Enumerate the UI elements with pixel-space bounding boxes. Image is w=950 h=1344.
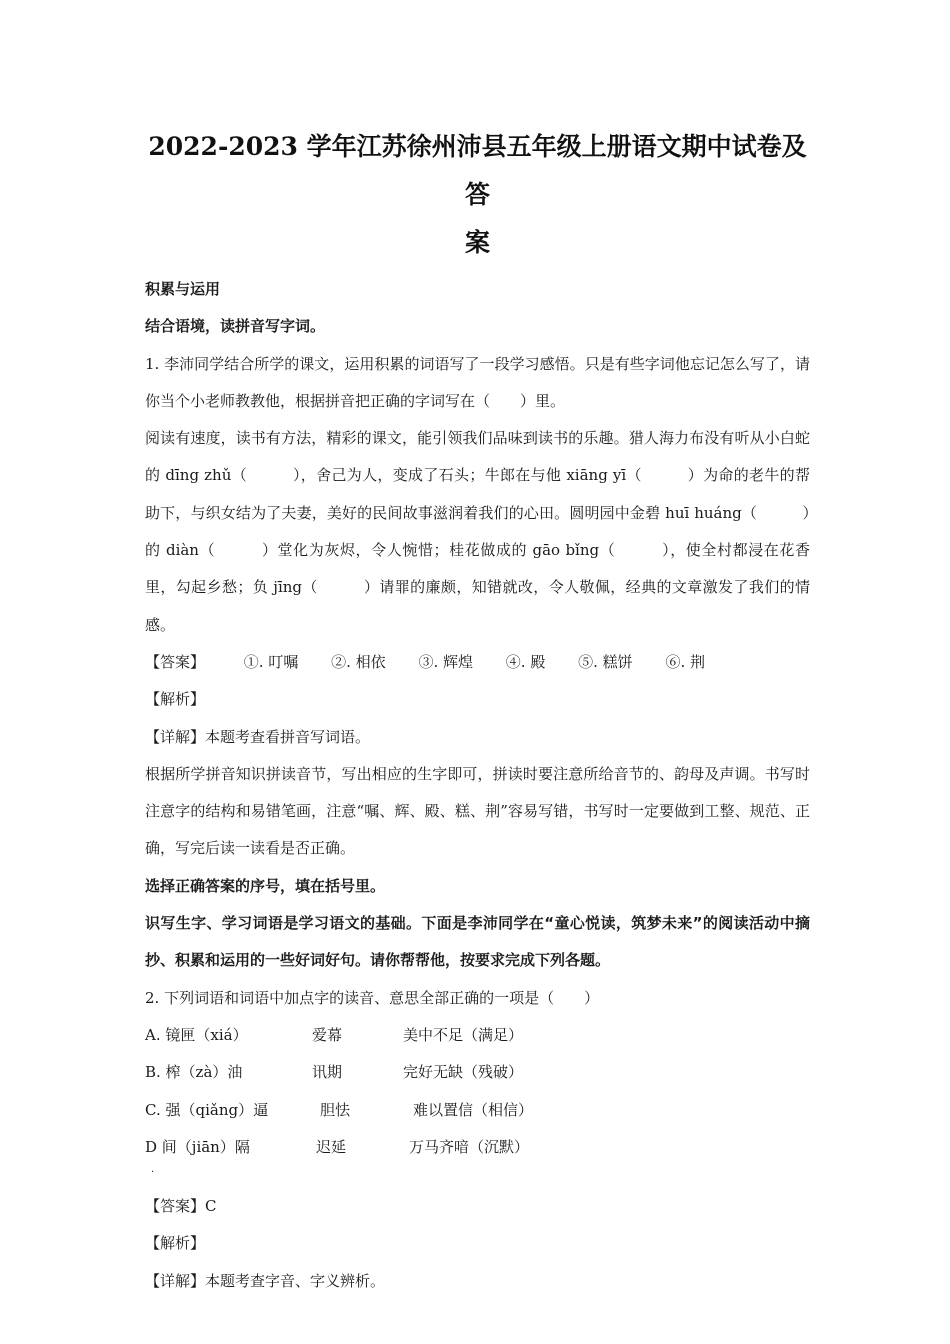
- question-1-analysis-tag: 【解析】: [145, 690, 206, 709]
- question-2-detail: 【详解】本题考查字音、字义辨析。: [145, 1271, 386, 1290]
- option-d-word-3: 万马齐喑（沉默）: [409, 1137, 530, 1156]
- option-c-word-1: C. 强（qiǎng）逼: [145, 1100, 269, 1119]
- option-c-word-2: 胆怯: [320, 1100, 351, 1119]
- section-heading-choice: 选择正确答案的序号，填在括号里。: [145, 876, 386, 895]
- option-c-word-3: 难以置信（相信）: [413, 1100, 534, 1119]
- document-page: [145, 0, 810, 1300]
- section-heading-accumulation: 积累与运用: [145, 280, 221, 298]
- option-b-word-1: B. 榨（zà）油: [145, 1063, 243, 1082]
- option-a-word-3: 美中不足（满足）: [403, 1025, 524, 1044]
- question-2-analysis-tag: 【解析】: [145, 1234, 206, 1253]
- option-b: [145, 1054, 810, 1091]
- answer-item: ④. 殿: [505, 652, 546, 671]
- question-1-answers: [145, 644, 810, 681]
- answer-item: ⑤. 糕饼: [578, 652, 633, 671]
- option-a-word-2: 爱幕: [312, 1025, 343, 1044]
- title-line-1: 2022-2023 学年江苏徐州沛县五年级上册语文期中试卷及答: [148, 132, 807, 209]
- section-2-intro: 识写生字、学习词语是学习语文的基础。下面是李沛同学在“童心悦读，筑梦未来”的阅读活动中摘抄、积累和运用的一些好词好句。请你帮帮他，按要求完成下列各题。: [145, 914, 810, 970]
- title-line-2: 案: [464, 228, 490, 257]
- question-1-explanation: 根据所学拼音知识拼读音节，写出相应的生字即可，拼读时要注意所给音节的、韵母及声调。书写时注意字的结构和易错笔画，注意“嘱、辉、殿、糕、荆”容易写错，书写时一定要做到工整、规范、正确，写完后读一读看是否正确。: [145, 764, 810, 858]
- stray-dot: ·: [151, 1167, 155, 1179]
- option-a: [145, 1017, 810, 1054]
- question-1-stem: 1. 李沛同学结合所学的课文，运用积累的词语写了一段学习感悟。只是有些字词他忘记怎么写了，请你当个小老师教教他，根据拼音把正确的字词写在（ ）里。: [145, 354, 810, 410]
- answer-item: ②. 相依: [331, 652, 386, 671]
- option-b-word-3: 完好无缺（残破）: [403, 1063, 524, 1082]
- document-title: [145, 123, 810, 267]
- answer-item: ③. 辉煌: [418, 652, 473, 671]
- answer-item: ①. 叮嘱: [243, 652, 299, 671]
- section-subheading-pinyin: 结合语境，读拼音写字词。: [145, 317, 326, 336]
- option-d: [145, 1129, 810, 1166]
- question-2-stem: 2. 下列词语和词语中加点字的读音、意思全部正确的一项是（ ）: [145, 988, 600, 1007]
- answer-tag: 【答案】: [145, 652, 206, 671]
- option-c: [145, 1092, 810, 1129]
- question-1-detail: 【详解】本题考查看拼音写词语。: [145, 727, 371, 746]
- question-2-answer: 【答案】C: [145, 1197, 217, 1216]
- option-d-word-2: 迟延: [316, 1137, 347, 1156]
- option-a-word-1: A. 镜匣（xiá）: [145, 1025, 248, 1044]
- option-d-word-1: D 间（jiān）隔: [145, 1137, 250, 1156]
- question-1-passage: 阅读有速度，读书有方法，精彩的课文，能引领我们品味到读书的乐趣。猎人海力布没有听从小白蛇的 dīng zhǔ（ ），舍己为人，变成了石头；牛郎在与他 xiāng yī（ ）为命的老牛的帮助下，与织女结为了夫妻，美好的民间故事滋润着我们的心田。圆明园中金碧 huī huáng（ ）的 diàn（ ）堂化为灰烬，令人惋惜；桂花做成的 gāo bǐng（ ），使全村都浸在花香里，勾起乡愁；负 jīng（ ）请罪的廉颇，知错就改，令人敬佩，经典的文章激发了我们的情感。: [145, 429, 810, 634]
- option-b-word-2: 讯期: [312, 1063, 343, 1082]
- answer-item: ⑥. 荆: [665, 652, 705, 671]
